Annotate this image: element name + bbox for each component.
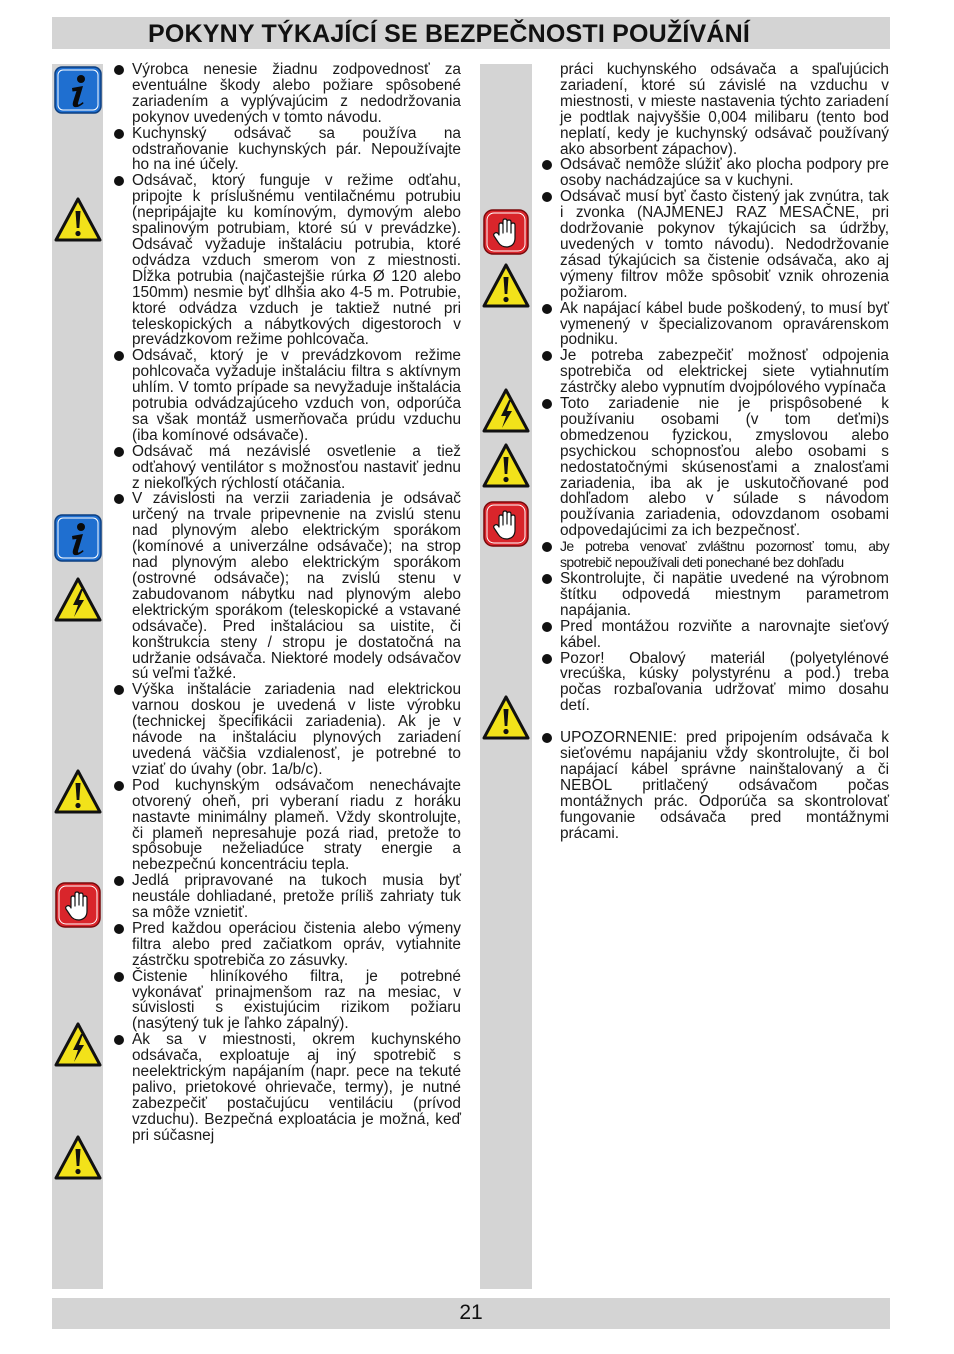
list-item: Pod kuchynským odsávačom nenechávajte otvorený oheň, pri vyberaní riadu z horáku nastavte minimálny plameň. Vždy skontrolujte, či plameň nepresahuje pozá riad, pretože to spôsobuje neželiadúce straty energie a nebezpečnú koncentráciu tepla. [113,778,461,873]
bullet-icon [542,574,552,584]
page-header [52,17,890,49]
stop-hand-icon [54,881,102,929]
list-item: Odsávač nemôže slúžiť ako plocha podpory pre osoby nachádzajúce sa v kuchyni. [541,157,889,189]
bullet-icon [542,160,552,170]
list-item: Jedlá pripravované na tukoch musia byť neustále dohliadané, pretože príliš zahriaty tuk sa môže vznietiť. [113,873,461,921]
bullet-icon [114,494,124,504]
bullet-icon [542,304,552,314]
list-item: Je potreba zabezpečiť možnosť odpojenia spotrebiča od elektrickej siete vytiahnutím zástrčky alebo vypnutím dvojpólového vypínača [541,348,889,396]
list-item: Odsávač musí byť často čistený jak zvnútra, tak i zvonka (NAJMENEJ RAZ MESAČNE, pri dodržovanie pokynov týkajúcich sa údržby, uvedených v tomto návodu). Nedodržovanie zásad týkajúcich sa čistenie odsávača, ako aj výmeny filtrov môže spôsobiť vznik ohrozenia požiarom. [541,189,889,300]
list-item: Pozor! Obalový materiál (polyetylénové vrecúška, kúsky polystyrénu a pod.) treba počas rozbaľovania udržovať mimo dosahu detí. [541,651,889,715]
bullet-icon [542,192,552,202]
bullet-icon [542,351,552,361]
list-item: Odsávač, ktorý funguje v režime odťahu, pripojte k príslušnému ventilačnému potrubiu (nepripájajte ku komínovým, dymovým alebo spalinovým potrubiam, ktoré sú v prevádzke). Odsávač vyžaduje inštaláciu potrubia, ktoré odvádza vzduch smerom von z miestnosti. Dĺžka potrubia (najčastejšie rúrka Ø 120 alebo 150mm) nesmie byť dlhšia ako 4-5 m. Potrubie, ktoré odvádza vzduch je taktiež nutné pri teleskopických a nábytkových digestoroch v prevádzkovom režime pohlcovača. [113,173,461,348]
bullet-icon [114,924,124,934]
list-item: Kuchynský odsávač sa používa na odstraňovanie kuchynských pár. Nepoužívajte ho na iné účely. [113,126,461,174]
bullet-icon [542,654,552,664]
warning-icon [482,262,530,310]
list-item: V závislosti na verzii zariadenia je odsávač určený na trvale pripevnenie na zvislú stenu nad plynovým alebo elektrickým sporákom (komínové a univerzálne odsávače); na strop nad plynovým alebo elektrickým sporákom (ostrovné odsávače); na zvislú stenu v zabudovanom nábytku nad plynovým alebo elektrickým sporákom (teleskopické a vstavané odsávače). Pred inštaláciou sa uistite, či konštrukcia steny / stropu je dostatočná na udržanie odsávača. Niektoré modely odsávačov sú veľmi ťažké. [113,491,461,682]
right-text-column [541,62,889,842]
bullet-icon [114,129,124,139]
list-item: Výška inštalácie zariadenia nad elektrickou varnou doskou je uvedená v liste výrobku (technickej špecifikácii zariadenia). Ak je v návode na inštaláciu plynových zariadení uvedená väčšia vzdialenosť, je potrebné to vziať do úvahy (obr. 1a/b/c). [113,682,461,777]
bullet-icon [114,876,124,886]
bullet-icon [542,542,552,552]
electric-hazard-icon [54,576,102,624]
warning-icon [482,442,530,490]
info-icon [54,66,102,114]
stop-hand-icon [482,500,530,548]
list-item: Pred montážou rozviňte a narovnajte sieťový kábel. [541,619,889,651]
bullet-icon [542,622,552,632]
info-icon [54,514,102,562]
list-item: Ak napájací kábel bude poškodený, to musí byť vymenený v špecializovanom opravárenskom podniku. [541,301,889,349]
left-icon-strip [52,64,103,1289]
list-item-continuation: práci kuchynského odsávača a spaľujúcich zariadení, ktoré sú závislé na vzduchu v miestnosti, v mieste nastavenia týchto zariadení je podtlak najvyššie 0,004 milibaru (tento bod neplatí, kedy je kuchynský odsávač používaný ako absorbent zápachov). [560,61,889,158]
list-item: Čistenie hliníkového filtra, je potrebné vykonávať prinajmenšom raz na mesiac, v súvislosti s existujúcim rizikom požiaru (nasýtený tuk je ľahko zápalný). [113,969,461,1033]
list-item: UPOZORNENIE: pred pripojením odsávača k sieťovému napájaniu vždy skontrolujte, či bol napájací kábel správne nainštalovaný a či NEBOL pritlačený odsávačom počas montážnych prác. Odporúča sa skontrolovať fungovanie odsávača pred montážnymi prácami. [541,730,889,841]
bullet-icon [542,733,552,743]
warning-icon [54,1134,102,1182]
list-item: Toto zariadenie nie je prispôsobené k používaniu osobami (v tom deťmi)s obmedzenou fyzickou, zmyslovou alebo psychickou schopnosťou alebo osobami s nedostatočnými skúsenosťami a znalosťami zariadenia, iba ak je uskutočňované pod dohľadom alebo v súlade s návodom používania zariadenia, odovzdanom osobami odpovedajúcimi za ich bezpečnosť. [541,396,889,539]
list-item: Je potreba venovať zvláštnu pozornosť tomu, aby spotrebič nepoužívali deti ponechané bez dohľadu [541,539,889,571]
warning-icon [54,196,102,244]
bullet-icon [114,1035,124,1045]
bullet-icon [114,685,124,695]
list-item: Skontrolujte, či napätie uvedené na výrobnom štítku odpovedá miestnym parametrom napájania. [541,571,889,619]
bullet-icon [114,351,124,361]
page-footer [52,1298,890,1329]
page-title: POKYNY TÝKAJÍCÍ SE BEZPEČNOSTI POUŽÍVÁNÍ [148,20,751,48]
warning-icon [482,694,530,742]
bullet-icon [114,176,124,186]
list-item: Pred každou operáciou čistenia alebo výmeny filtra alebo pred začiatkom opráv, vytiahnite zástrčku spotrebiča zo zásuvky. [113,921,461,969]
warning-icon [54,768,102,816]
list-item: Ak sa v miestnosti, okrem kuchynského odsávača, exploatuje aj iný spotrebič s neelektrickým napájaním (napr. pece na tekuté palivo, prietokové ohrievače, termy), je nutné zabezpečiť postačujúcu ventiláciu (prívod vzduchu). Bezpečná exploatácia je možná, keď pri súčasnej [113,1032,461,1143]
bullet-icon [114,972,124,982]
list-item: Odsávač, ktorý je v prevádzkovom režime pohlcovača vyžaduje inštaláciu filtra s aktívnym uhlím. V tomto prípade sa nevyžaduje inštalácia potrubia odvádzajúceho vzduch von, odporúča sa však montáž usmerňovača prúdu vzduchu (iba komínové odsávače). [113,348,461,443]
page-number: 21 [459,1301,483,1324]
bullet-icon [114,781,124,791]
electric-hazard-icon [482,387,530,435]
bullet-icon [542,399,552,409]
bullet-icon [114,447,124,457]
bullet-icon [114,65,124,75]
list-item: Výrobca nenesie žiadnu zodpovednosť za eventuálne škody alebo požiare spôsobené zariadením a vyplývajúcim z nedodržovania pokynov uvedených v tomto návodu. [113,62,461,126]
list-item: Odsávač má nezávislé osvetlenie a tiež odťahový ventilátor s možnosťou nastaviť jednu z niekoľkých rýchlostí otáčania. [113,444,461,492]
stop-hand-icon [482,208,530,256]
left-text-column [113,62,461,1144]
electric-hazard-icon [54,1021,102,1069]
